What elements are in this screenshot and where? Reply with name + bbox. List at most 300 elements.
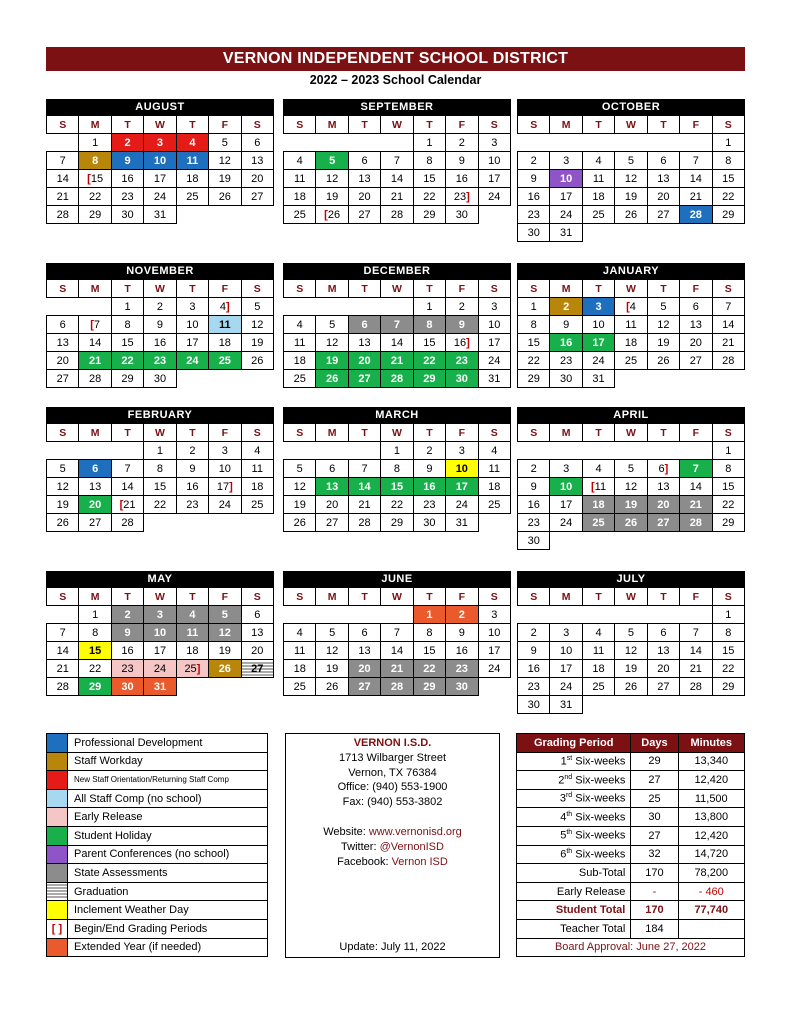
day-cell [144, 442, 176, 460]
empty-cell [209, 206, 241, 224]
day-number: 31 [153, 208, 167, 221]
day-number: 28 [358, 516, 371, 529]
day-cell [615, 316, 647, 334]
day-cell [680, 170, 712, 188]
day-number: 26 [327, 208, 341, 221]
day-number: 24 [153, 662, 167, 675]
day-number: 24 [560, 516, 573, 529]
day-cell [615, 152, 647, 170]
day-number: 15 [423, 172, 436, 185]
weekday-label: F [446, 588, 478, 606]
day-cell [241, 642, 273, 660]
day-cell [615, 206, 647, 224]
day-cell [647, 624, 679, 642]
day-number: 4 [189, 136, 196, 149]
week-row [47, 188, 274, 206]
day-number: 24 [592, 354, 605, 367]
weekday-label: S [241, 588, 273, 606]
day-cell [348, 624, 380, 642]
weekday-label: M [79, 424, 111, 442]
day-cell [111, 660, 143, 678]
period-text: Six-weeks [572, 774, 626, 787]
day-cell [111, 206, 143, 224]
day-cell [680, 624, 712, 642]
day-number: 12 [326, 644, 339, 657]
month-header-september: SEPTEMBER [283, 99, 511, 115]
day-number: 30 [455, 372, 468, 385]
legend-label: Begin/End Grading Periods [68, 919, 268, 938]
day-number: 15 [121, 336, 134, 349]
day-cell [446, 316, 478, 334]
day-cell [284, 334, 316, 352]
day-cell [680, 152, 712, 170]
empty-cell [176, 514, 208, 532]
day-number: 7 [93, 318, 101, 331]
day-number: 21 [390, 662, 404, 675]
day-number: 28 [121, 516, 134, 529]
day-number: 10 [560, 644, 573, 657]
day-number: 14 [56, 172, 69, 185]
day-number: 19 [293, 498, 306, 511]
day-number: 17 [560, 662, 573, 675]
grading-begin-bracket: [ [87, 172, 91, 185]
month-header-october: OCTOBER [517, 99, 745, 115]
day-number: 15 [423, 644, 436, 657]
day-number: 11 [488, 462, 500, 475]
day-number: 26 [218, 662, 231, 675]
day-cell [446, 334, 478, 352]
day-number: 6 [658, 462, 665, 475]
day-number: 15 [722, 480, 735, 493]
month-grid-december [283, 279, 511, 388]
empty-cell [518, 606, 550, 624]
day-cell [209, 152, 241, 170]
day-number: 13 [358, 644, 371, 657]
subtotal-days: 170 [631, 864, 678, 883]
day-cell [518, 152, 550, 170]
day-number: 27 [689, 354, 702, 367]
empty-cell [47, 606, 79, 624]
teacher-total-minutes [678, 919, 744, 938]
day-cell [348, 678, 380, 696]
day-number: 21 [56, 190, 69, 203]
empty-cell [209, 370, 241, 388]
weekday-label: S [241, 424, 273, 442]
day-cell [111, 496, 143, 514]
empty-cell [79, 442, 111, 460]
grading-period-label [517, 771, 631, 790]
empty-cell [284, 442, 316, 460]
grading-days: 32 [631, 845, 678, 864]
month-october [517, 99, 745, 242]
day-number: 15 [89, 644, 102, 657]
day-number: 17 [560, 190, 573, 203]
facebook-link[interactable]: Vernon ISD [391, 855, 448, 868]
day-number: 5 [627, 462, 635, 475]
grading-end-bracket: ] [664, 462, 669, 475]
day-number: 13 [689, 318, 702, 331]
day-number: 1 [124, 300, 131, 313]
day-cell [316, 352, 348, 370]
day-cell [241, 170, 273, 188]
day-cell [176, 170, 208, 188]
week-row [518, 678, 745, 696]
week-row [284, 298, 511, 316]
day-number: 27 [657, 680, 670, 693]
day-number: 3 [156, 608, 164, 621]
day-cell [647, 152, 679, 170]
day-number: 8 [426, 154, 433, 167]
legend-label: Early Release [68, 808, 268, 827]
empty-cell [316, 606, 348, 624]
day-cell [144, 352, 176, 370]
day-number: 5 [329, 318, 336, 331]
info-fax: Fax: (940) 553-3802 [342, 796, 443, 809]
day-cell [47, 206, 79, 224]
day-number: 9 [458, 154, 465, 167]
day-cell [478, 660, 510, 678]
day-cell [381, 352, 413, 370]
month-august [46, 99, 274, 224]
day-number: 10 [153, 626, 167, 639]
day-cell [550, 224, 582, 242]
day-cell [680, 206, 712, 224]
day-number: 18 [592, 662, 605, 675]
day-cell [241, 478, 273, 496]
week-row [284, 316, 511, 334]
weekday-row [518, 588, 745, 606]
legend-swatch-pink [47, 808, 68, 827]
day-number: 7 [393, 626, 401, 639]
day-cell [79, 514, 111, 532]
day-number: 1 [393, 444, 401, 457]
day-number: 23 [527, 516, 540, 529]
grading-period-label [517, 752, 631, 771]
day-cell [176, 152, 208, 170]
day-cell [413, 606, 445, 624]
day-number: 13 [657, 480, 670, 493]
day-number: 10 [560, 172, 573, 185]
day-number: 18 [293, 190, 306, 203]
weekday-label: T [176, 116, 208, 134]
day-cell [79, 460, 111, 478]
day-cell [209, 496, 241, 514]
week-row [284, 370, 511, 388]
day-cell [647, 352, 679, 370]
weekday-label: T [582, 116, 614, 134]
day-number: 8 [426, 318, 433, 331]
day-cell [348, 316, 380, 334]
empty-cell [111, 442, 143, 460]
grading-period-label [517, 826, 631, 845]
day-cell [241, 496, 273, 514]
twitter-label: Twitter: [341, 840, 380, 853]
info-facebook-line [286, 855, 499, 870]
day-cell [348, 188, 380, 206]
day-number: 16 [560, 336, 573, 349]
day-number: 1 [426, 136, 433, 149]
legend-label: Student Holiday [68, 826, 268, 845]
day-cell [79, 660, 111, 678]
day-cell [446, 352, 478, 370]
day-cell [680, 678, 712, 696]
day-cell [712, 496, 744, 514]
day-number: 11 [294, 644, 306, 657]
month-grid-october [517, 115, 745, 242]
empty-cell [518, 134, 550, 152]
day-number: 9 [156, 318, 164, 331]
day-number: 28 [689, 680, 702, 693]
day-cell [413, 298, 445, 316]
week-row [284, 170, 511, 188]
day-cell [316, 478, 348, 496]
weekday-label: S [284, 116, 316, 134]
day-number: 3 [221, 444, 228, 457]
day-cell [144, 334, 176, 352]
day-number: 16 [121, 172, 134, 185]
day-number: 30 [455, 208, 468, 221]
day-number: 27 [657, 516, 670, 529]
day-cell [241, 152, 273, 170]
week-row [47, 678, 274, 696]
period-ordinal: st [566, 755, 573, 763]
month-header-may: MAY [46, 571, 274, 587]
day-cell [47, 478, 79, 496]
day-cell [381, 478, 413, 496]
day-number: 7 [361, 462, 368, 475]
day-cell [284, 206, 316, 224]
day-number: 17 [455, 480, 468, 493]
weekday-label: T [176, 424, 208, 442]
grading-minutes: 12,420 [678, 771, 744, 790]
day-number: 23 [121, 662, 134, 675]
weekday-label: M [550, 116, 582, 134]
day-cell [176, 606, 208, 624]
day-number: 7 [692, 626, 699, 639]
day-cell [111, 370, 143, 388]
day-cell [550, 152, 582, 170]
day-number: 13 [358, 336, 371, 349]
day-number: 27 [251, 662, 264, 675]
day-number: 1 [156, 444, 164, 457]
day-number: 12 [218, 626, 231, 639]
day-cell [79, 188, 111, 206]
day-cell [518, 188, 550, 206]
month-header-february: FEBRUARY [46, 407, 274, 423]
day-cell [518, 532, 550, 550]
weekday-label: T [348, 588, 380, 606]
day-cell [284, 514, 316, 532]
empty-cell [615, 370, 647, 388]
grading-end-bracket: ] [229, 480, 233, 493]
weekday-label: T [111, 424, 143, 442]
day-number: 4 [595, 462, 602, 475]
legend-swatch-blue [47, 734, 68, 753]
day-number: 8 [393, 462, 401, 475]
day-number: 19 [56, 498, 69, 511]
day-cell [615, 298, 647, 316]
day-number: 28 [56, 680, 69, 693]
day-number: 19 [218, 644, 231, 657]
empty-cell [241, 206, 273, 224]
day-number: 20 [657, 498, 670, 511]
weekday-row [518, 424, 745, 442]
day-number: 14 [722, 318, 735, 331]
day-cell [348, 514, 380, 532]
day-number: 8 [725, 462, 732, 475]
day-number: 30 [527, 698, 540, 711]
empty-cell [478, 206, 510, 224]
day-cell [79, 134, 111, 152]
day-cell [413, 170, 445, 188]
day-cell [647, 298, 679, 316]
empty-cell [381, 298, 413, 316]
month-grid-july [517, 587, 745, 714]
day-cell [381, 642, 413, 660]
weekday-row [518, 116, 745, 134]
empty-cell [647, 224, 679, 242]
day-number: 22 [390, 498, 404, 511]
day-number: 13 [251, 626, 264, 639]
day-number: 23 [186, 498, 199, 511]
day-number: 2 [458, 608, 465, 621]
day-cell [478, 370, 510, 388]
day-cell [446, 496, 478, 514]
month-september [283, 99, 511, 224]
day-number: 10 [488, 626, 501, 639]
day-number: 25 [218, 354, 231, 367]
day-number: 22 [527, 354, 540, 367]
approval-row [517, 938, 745, 957]
day-number: 8 [426, 626, 433, 639]
day-cell [582, 170, 614, 188]
day-cell [381, 370, 413, 388]
day-number: 5 [221, 608, 228, 621]
grading-period-label [517, 789, 631, 808]
day-cell [518, 352, 550, 370]
day-cell [478, 352, 510, 370]
day-number: 9 [458, 318, 465, 331]
legend-swatch-grad [47, 882, 68, 901]
weekday-label: T [111, 280, 143, 298]
day-cell [144, 316, 176, 334]
day-number: 19 [624, 662, 638, 675]
weekday-label: F [209, 424, 241, 442]
day-number: 3 [491, 136, 498, 149]
week-row [518, 334, 745, 352]
day-number: 22 [423, 662, 436, 675]
day-cell [381, 152, 413, 170]
day-cell [284, 496, 316, 514]
day-number: 29 [423, 208, 436, 221]
day-cell [111, 606, 143, 624]
day-number: 14 [56, 644, 69, 657]
day-cell [647, 478, 679, 496]
empty-cell [615, 442, 647, 460]
day-number: 4 [254, 444, 261, 457]
day-cell [647, 460, 679, 478]
day-number: 21 [689, 662, 702, 675]
website-link[interactable]: www.vernonisd.org [368, 825, 462, 838]
day-cell [381, 624, 413, 642]
day-cell [79, 334, 111, 352]
legend-swatch-purple [47, 845, 68, 864]
day-number: 18 [218, 336, 231, 349]
day-cell [518, 496, 550, 514]
day-number: 17 [488, 336, 501, 349]
day-cell [518, 170, 550, 188]
bracket-symbol [47, 919, 68, 938]
day-cell [680, 334, 712, 352]
day-cell [615, 478, 647, 496]
week-row [518, 170, 745, 188]
day-cell [348, 642, 380, 660]
day-number: 3 [563, 154, 570, 167]
day-cell [47, 624, 79, 642]
day-cell [79, 678, 111, 696]
district-banner: VERNON INDEPENDENT SCHOOL DISTRICT [46, 47, 745, 71]
empty-cell [284, 134, 316, 152]
day-cell [647, 170, 679, 188]
day-cell [647, 660, 679, 678]
twitter-link[interactable]: @VernonISD [379, 840, 444, 853]
weekday-label: T [647, 280, 679, 298]
legend-row [47, 808, 268, 827]
day-number: 18 [186, 172, 199, 185]
empty-cell [582, 134, 614, 152]
weekday-label: T [348, 424, 380, 442]
day-cell [381, 188, 413, 206]
weekday-label: S [518, 280, 550, 298]
day-number: 27 [56, 372, 69, 385]
day-number: 17 [153, 644, 167, 657]
legend-row [47, 789, 268, 808]
day-cell [413, 134, 445, 152]
weekday-label: S [518, 424, 550, 442]
day-cell [144, 606, 176, 624]
day-number: 21 [722, 336, 735, 349]
day-number: 9 [530, 644, 537, 657]
day-number: 26 [218, 190, 231, 203]
day-cell [680, 660, 712, 678]
day-number: 25 [592, 208, 605, 221]
empty-cell [241, 514, 273, 532]
day-number: 29 [722, 516, 735, 529]
day-cell [79, 316, 111, 334]
day-cell [381, 514, 413, 532]
day-number: 11 [186, 626, 199, 639]
day-number: 7 [393, 154, 401, 167]
day-number: 25 [293, 680, 306, 693]
day-number: 4 [491, 444, 498, 457]
day-cell [47, 678, 79, 696]
day-cell [550, 478, 582, 496]
day-number: 8 [92, 154, 99, 167]
day-cell [176, 624, 208, 642]
day-number: 22 [89, 190, 102, 203]
day-number: 29 [527, 372, 540, 385]
day-number: 30 [527, 226, 540, 239]
day-cell [316, 188, 348, 206]
day-cell [47, 660, 79, 678]
period-number: 2 [558, 774, 565, 787]
empty-cell [615, 606, 647, 624]
weekday-label: T [582, 588, 614, 606]
day-cell [144, 624, 176, 642]
period-ordinal: th [566, 848, 573, 856]
day-number: 17 [592, 336, 605, 349]
day-cell [647, 496, 679, 514]
